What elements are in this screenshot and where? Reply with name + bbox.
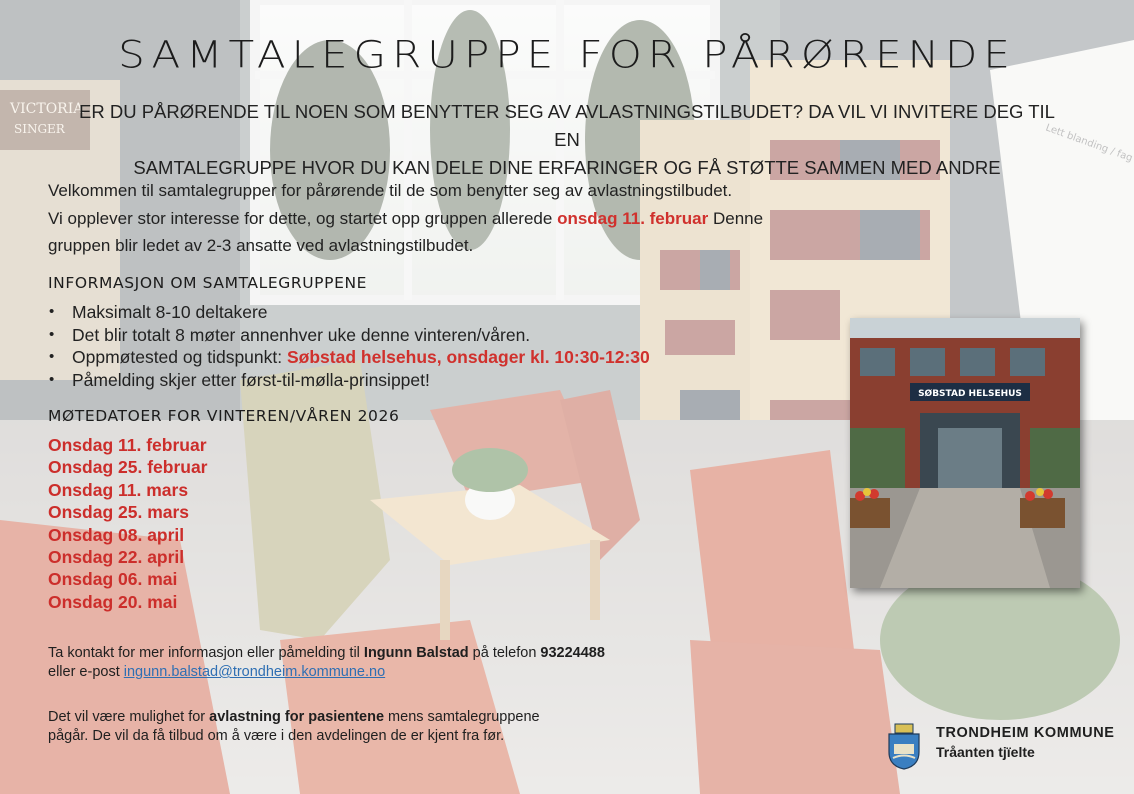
meeting-date: Onsdag 11. februar <box>48 435 207 455</box>
building-sign-text: SØBSTAD HELSEHUS <box>918 389 1022 399</box>
info-bullet-signup: • Påmelding skjer etter først-til-mølla-prinsippet! <box>48 369 650 392</box>
subtitle-line-2: SAMTALEGRUPPE HVOR DU KAN DELE DINE ERFARINGER OG FÅ STØTTE SAMMEN MED ANDRE <box>133 157 1001 178</box>
relief-text: Det vil være mulighet for <box>48 709 210 725</box>
relief-bold: avlastning for pasientene <box>209 709 385 725</box>
relief-line-2: pågår. De vil da få tilbud om å være i den avdelingen de er kjent fra før. <box>48 728 505 744</box>
info-bullet-location-label: Oppmøtested og tidspunkt: <box>72 347 287 367</box>
intro-line-1: Velkommen til samtalegrupper for pårørende til de som benytter seg av avlastningstilbudet. <box>48 181 733 200</box>
intro-line-2-end: Denne <box>708 208 764 228</box>
subtitle <box>70 98 1064 182</box>
intro-paragraph <box>48 177 908 260</box>
subtitle-line-1: ER DU PÅRØRENDE TIL NOEN SOM BENYTTER SEG AV AVLASTNINGSTILBUDET? DA VIL VI INVITERE DEG TIL EN <box>79 101 1055 150</box>
info-heading: INFORMASJON OM SAMTALEGRUPPENE <box>48 274 368 292</box>
contact-email-link[interactable]: ingunn.balstad@trondheim.kommune.no <box>123 664 386 680</box>
info-bullet-participants: • Maksimalt 8-10 deltakere <box>48 301 650 324</box>
contact-line-1 <box>48 644 748 663</box>
municipality-logo-text <box>936 725 1115 760</box>
municipality-name: TRONDHEIM KOMMUNE <box>936 725 1115 741</box>
meeting-date: Onsdag 25. februar <box>48 457 208 478</box>
intro-start-date: onsdag 11. februar <box>557 208 709 228</box>
meeting-dates-list <box>48 434 208 613</box>
contact-info <box>48 644 748 682</box>
contact-phone: 93224488 <box>540 645 605 661</box>
intro-line-2-text: Vi opplever stor interesse for dette, og startet opp gruppen allerede <box>48 208 558 228</box>
meeting-date: Onsdag 11. mars <box>48 479 189 500</box>
relief-info <box>48 708 668 746</box>
municipality-sami-name: Tråanten tjïelte <box>936 744 1035 760</box>
info-bullet-meetings: • Det blir totalt 8 møter annenhver uke denne vinteren/våren. <box>48 324 650 347</box>
intro-line-2 <box>48 205 908 233</box>
contact-text: Ta kontakt for mer informasjon eller påmelding til <box>48 645 364 661</box>
meeting-date: Onsdag 08. april <box>48 524 185 545</box>
meeting-date: Onsdag 20. mai <box>48 591 178 612</box>
meeting-date: Onsdag 22. april <box>48 547 185 568</box>
dates-heading: MØTEDATOER FOR VINTEREN/VÅREN 2026 <box>48 407 400 425</box>
building-photo <box>850 318 1080 588</box>
contact-email-label: eller e-post <box>48 664 124 680</box>
contact-phone-label: på telefon <box>468 645 541 661</box>
contact-name: Ingunn Balstad <box>363 645 469 661</box>
contact-line-2 <box>48 663 748 682</box>
meeting-date: Onsdag 25. mars <box>48 502 190 523</box>
intro-line-3: gruppen blir ledet av 2-3 ansatte ved avlastningstilbudet. <box>48 236 474 255</box>
relief-line-1 <box>48 708 668 727</box>
page-title: SAMTALEGRUPPE FOR PÅRØRENDE <box>118 32 1016 77</box>
trondheim-coat-of-arms-icon <box>885 722 923 770</box>
meeting-date: Onsdag 06. mai <box>48 569 178 590</box>
info-bullet-location-value: Søbstad helsehus, onsdager kl. 10:30-12:30 <box>286 347 650 367</box>
info-bullet-location <box>48 346 650 369</box>
relief-text-end: mens samtalegruppene <box>384 709 540 725</box>
info-bullet-list <box>48 301 650 391</box>
